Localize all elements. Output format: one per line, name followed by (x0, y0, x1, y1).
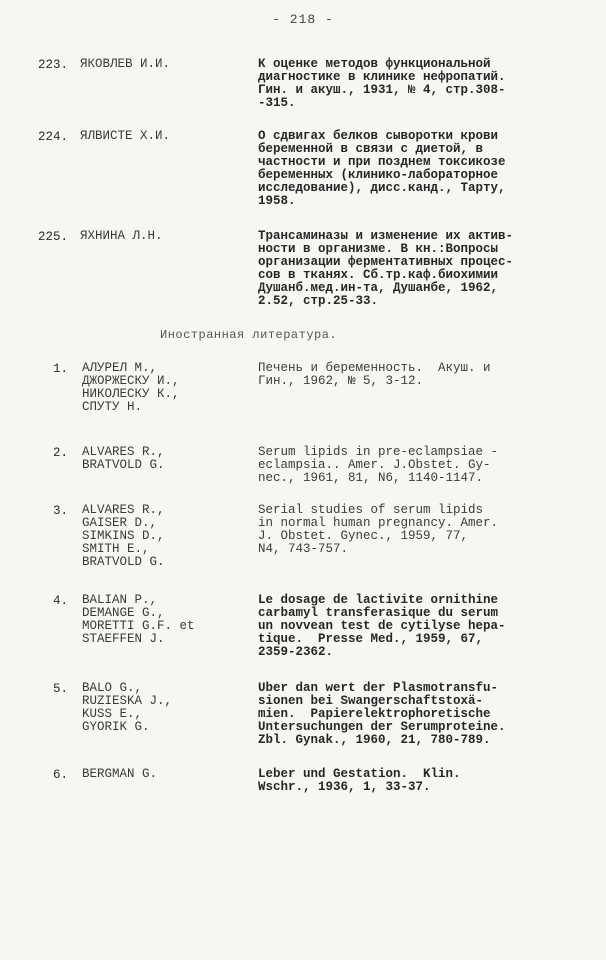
entry-citation: Трансаминазы и изменение их актив- ности в организме. В кн.:Вопросы организации ферментативных процес- сов в тканях. Сб.тр.каф.биохимии Душанб.мед.ин-та, Душанбе, 1962, 2.52, стр.25-33. (258, 229, 514, 308)
entry-authors: ЯХНИНА Л.Н. (80, 229, 163, 243)
entry-citation: Serial studies of serum lipids in normal human pregnancy. Amer. J. Obstet. Gynec., 1959, 77, N4, 743-757. (258, 503, 499, 556)
entry-authors: BALO G., RUZIESKA J., KUSS E., GYORIK G. (82, 681, 173, 734)
entry-number: 3. (52, 504, 68, 518)
entry-number: 223. (38, 58, 69, 72)
section-heading: Иностранная литература. (160, 328, 338, 342)
entry-citation: Serum lipids in pre-eclampsiae - eclampsia.. Amer. J.Obstet. Gy- nec., 1961, 81, N6, 1140-1147. (258, 445, 499, 485)
entry-authors: ЯКОВЛЕВ И.И. (80, 57, 171, 71)
entry-number: 6. (52, 768, 68, 782)
entry-authors: ALVARES R., BRATVOLD G. (82, 445, 165, 472)
entry-number: 1. (52, 362, 68, 376)
entry-authors: АЛУРЕЛ М., ДЖОРЖЕСКУ И., НИКОЛЕСКУ К., СПУТУ Н. (82, 361, 180, 414)
entry-authors: BERGMAN G. (82, 767, 158, 781)
entry-citation: Le dosage de lactivite ornithine carbamyl transferasique du serum un novvean test de cytilyse hepa- tique. Presse Med., 1959, 67, 2359-2362. (258, 593, 506, 659)
entry-citation: Leber und Gestation. Klin. Wschr., 1936, 1, 33-37. (258, 767, 461, 794)
entry-citation: Uber dan wert der Plasmotransfu- sionen bei Swangerschaftstoxä- mien. Papierelektrophoretische Untersuchungen der Serumproteine. Zbl. Gynak., 1960, 21, 780-789. (258, 681, 506, 747)
entry-number: 224. (38, 130, 69, 144)
entry-citation: К оценке методов функциональной диагностике в клинике нефропатий. Гин. и акуш., 1931, № 4, стр.308- -315. (258, 57, 506, 110)
page-number: - 218 - (272, 12, 334, 27)
entry-number: 225. (38, 230, 69, 244)
entry-authors: BALIAN P., DEMANGE G., MORETTI G.F. et STAEFFEN J. (82, 593, 195, 646)
entry-citation: Печень и беременность. Акуш. и Гин., 1962, № 5, 3-12. (258, 361, 491, 388)
entry-citation: О сдвигах белков сыворотки крови беременной в связи с диетой, в частности и при позднем токсикозе беременных (клинико-лабораторное исследование), дисс.канд., Тарту, 1958. (258, 129, 506, 208)
entry-number: 2. (52, 446, 68, 460)
entry-authors: ALVARES R., GAISER D., SIMKINS D., SMITH E., BRATVOLD G. (82, 503, 165, 569)
entry-number: 5. (52, 682, 68, 696)
entry-number: 4. (52, 594, 68, 608)
entry-authors: ЯЛВИСТЕ Х.И. (80, 129, 171, 143)
